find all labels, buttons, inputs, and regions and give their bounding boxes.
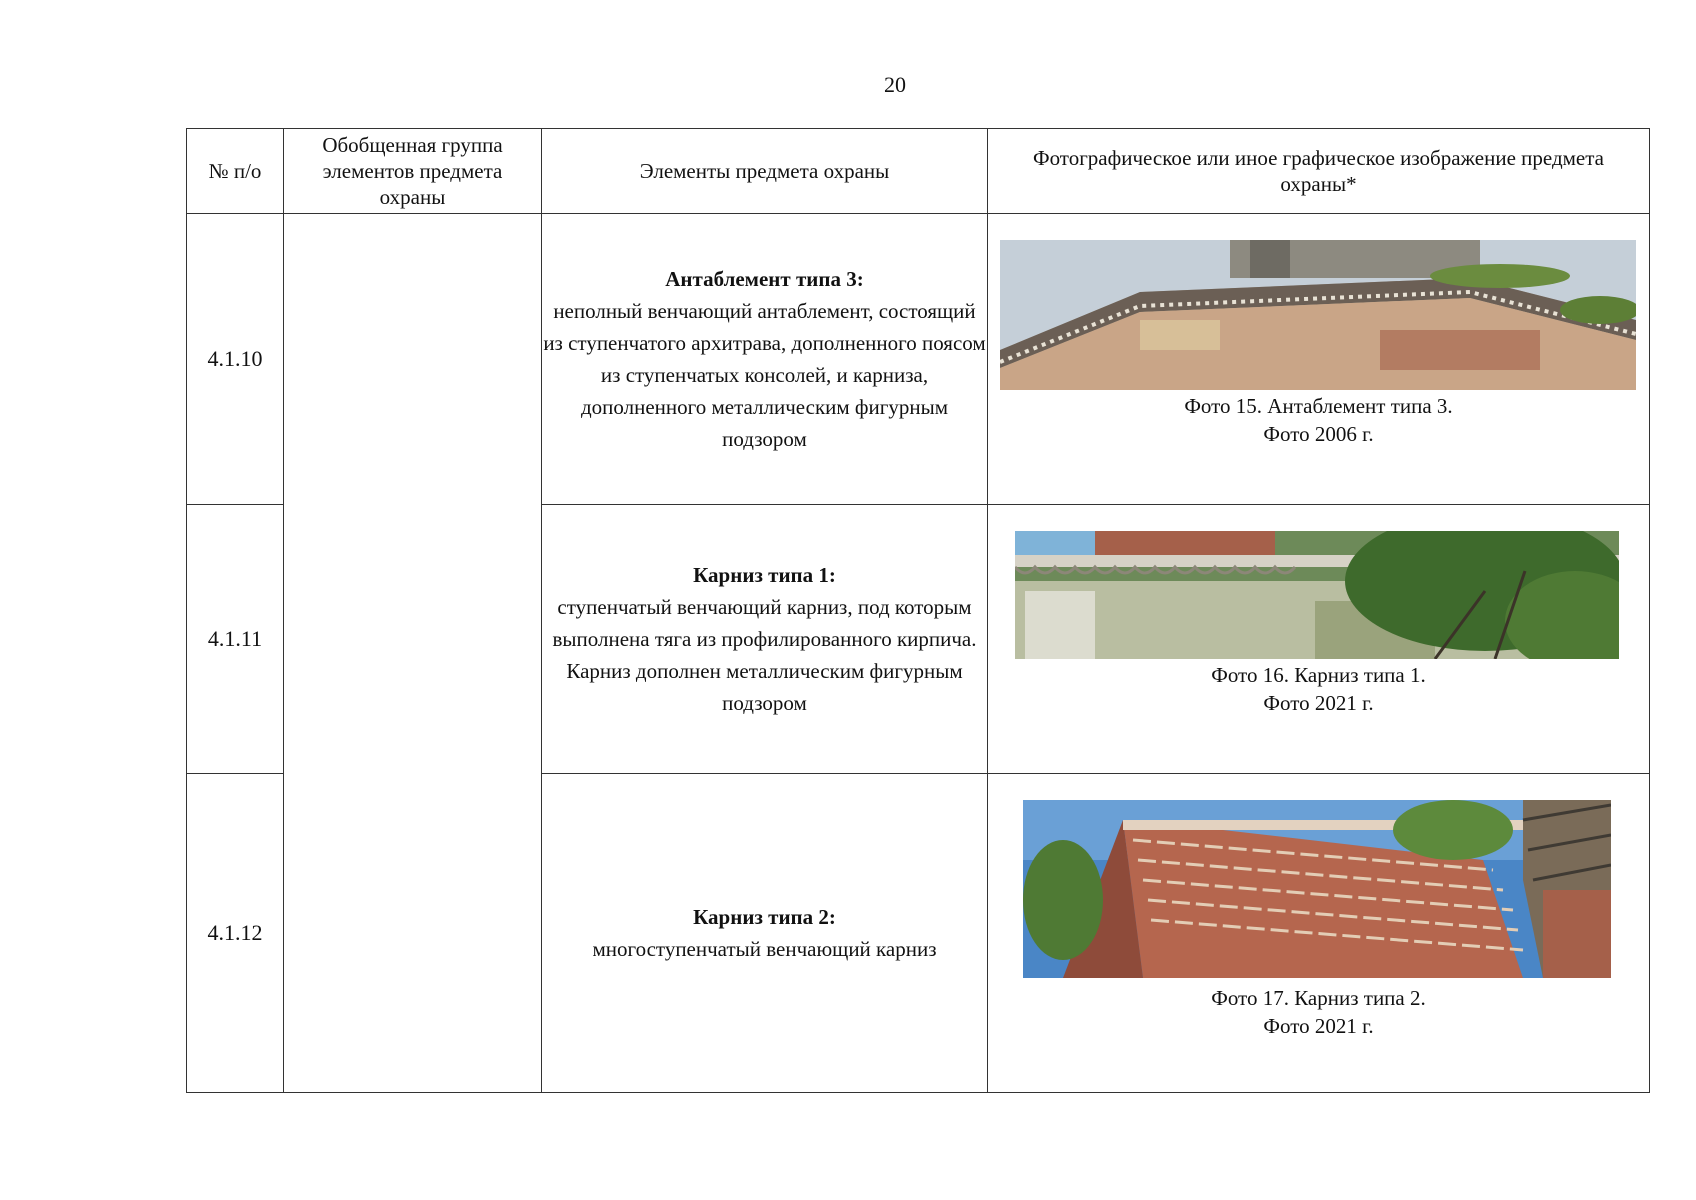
photo-cell — [988, 214, 1650, 505]
row-number: 4.1.12 — [187, 774, 284, 1093]
photo-caption — [988, 392, 1649, 448]
element-title: Антаблемент типа 3: — [665, 267, 864, 291]
caption-line: Фото 16. Карниз типа 1. — [1211, 663, 1426, 687]
element-title: Карниз типа 1: — [693, 563, 836, 587]
element-text: многоступенчатый венчающий карниз — [592, 937, 937, 961]
caption-year: Фото 2021 г. — [1263, 691, 1374, 715]
photo-cornice-1 — [1015, 531, 1619, 659]
header-elements: Элементы предмета охраны — [542, 129, 988, 214]
caption-year: Фото 2021 г. — [1263, 1014, 1374, 1038]
element-description — [542, 505, 988, 774]
header-image: Фотографическое или иное графическое изображение предмета охраны* — [988, 129, 1650, 214]
table-header-row — [187, 129, 1650, 214]
caption-line: Фото 15. Антаблемент типа 3. — [1184, 394, 1453, 418]
element-text: неполный венчающий антаблемент, состоящий из ступенчатого архитрава, дополненного поясом из ступенчатых консолей, и карниза, дополненного металлическим фигурным подзором — [543, 299, 986, 451]
photo-entablature — [1000, 240, 1636, 390]
row-number: 4.1.11 — [187, 505, 284, 774]
caption-year: Фото 2006 г. — [1263, 422, 1374, 446]
element-title: Карниз типа 2: — [693, 905, 836, 929]
element-text: ступенчатый венчающий карниз, под которым выполнена тяга из профилированного кирпича. Карниз дополнен металлическим фигурным подзором — [552, 595, 977, 715]
photo-caption — [988, 984, 1649, 1040]
photo-cornice-2 — [1023, 800, 1611, 978]
header-group: Обобщенная группа элементов предмета охраны — [284, 129, 542, 214]
caption-line: Фото 17. Карниз типа 2. — [1211, 986, 1426, 1010]
photo-cell — [988, 774, 1650, 1093]
row-number: 4.1.10 — [187, 214, 284, 505]
table-row — [187, 214, 1650, 505]
element-description — [542, 214, 988, 505]
page-number: 20 — [884, 72, 906, 97]
photo-caption — [988, 661, 1649, 717]
element-description — [542, 774, 988, 1093]
group-cell — [284, 214, 542, 1093]
header-number: № п/о — [187, 129, 284, 214]
protection-elements-table — [186, 128, 1650, 1093]
photo-cell — [988, 505, 1650, 774]
